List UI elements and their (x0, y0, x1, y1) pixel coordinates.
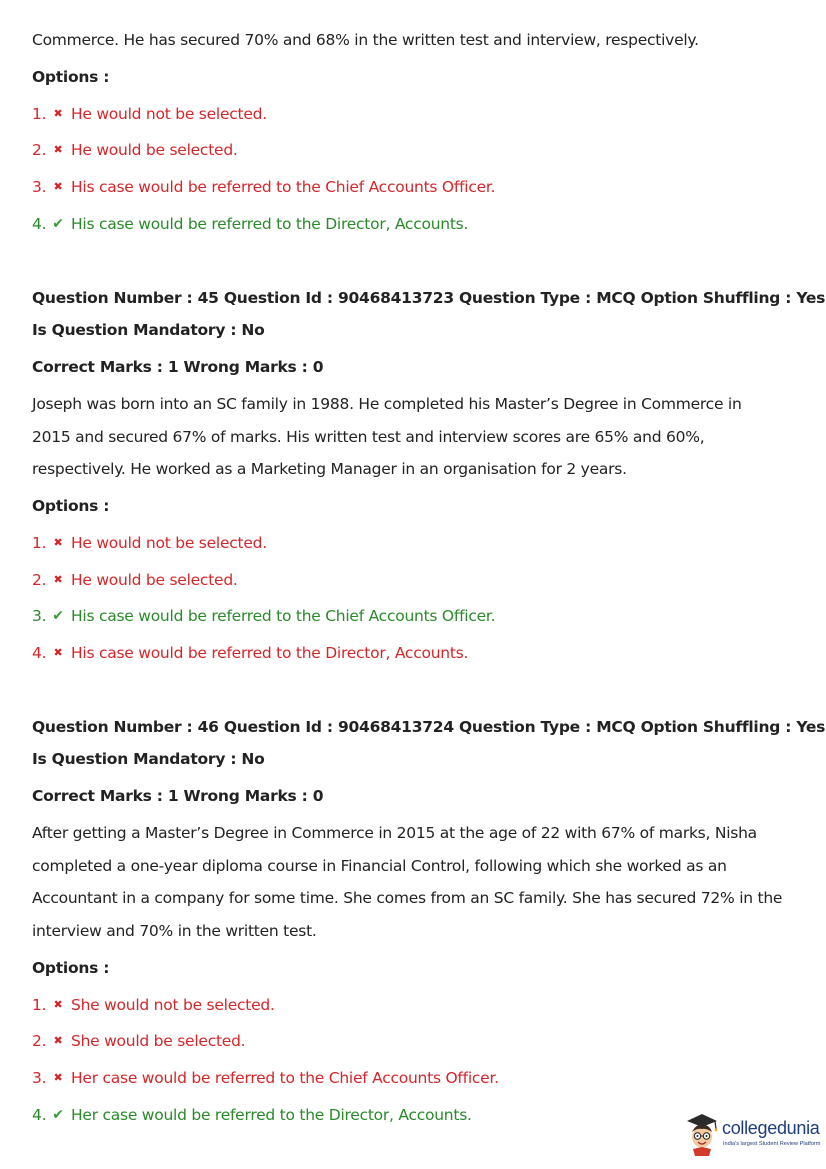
q46-option-2: 2. ✖ She would be selected. (32, 1032, 246, 1050)
intro-option-3: 3. ✖ His case would be referred to the Chief Accounts Officer. (32, 178, 496, 196)
q46-marks: Correct Marks : 1 Wrong Marks : 0 (32, 787, 324, 805)
q45-options-label: Options : (32, 497, 110, 515)
cross-icon: ✖ (53, 536, 63, 549)
q45-body-line: Joseph was born into an SC family in 1988. He completed his Master’s Degree in Commerce in (32, 395, 742, 413)
q45-body-line: 2015 and secured 67% of marks. His written test and interview scores are 65% and 60%, (32, 428, 705, 446)
cross-icon: ✖ (53, 1071, 63, 1084)
intro-text: Commerce. He has secured 70% and 68% in the written test and interview, respectively. (32, 31, 699, 49)
q46-body-line: interview and 70% in the written test. (32, 922, 317, 940)
q45-marks: Correct Marks : 1 Wrong Marks : 0 (32, 358, 324, 376)
q45-mandatory: Is Question Mandatory : No (32, 321, 265, 339)
q46-options-label: Options : (32, 959, 110, 977)
check-icon: ✔ (52, 608, 64, 624)
cross-icon: ✖ (53, 107, 63, 120)
intro-option-2: 2. ✖ He would be selected. (32, 141, 238, 159)
collegedunia-logo (684, 1110, 824, 1160)
check-icon: ✔ (52, 1107, 64, 1123)
cross-icon: ✖ (53, 180, 63, 193)
cross-icon: ✖ (53, 1034, 63, 1047)
q46-body-line: Accountant in a company for some time. She comes from an SC family. She has secured 72% in the (32, 889, 783, 907)
logo-tagline: India's largest Student Review Platform (723, 1141, 821, 1147)
q46-option-1: 1. ✖ She would not be selected. (32, 996, 275, 1014)
intro-option-1: 1. ✖ He would not be selected. (32, 105, 267, 123)
q45-option-4: 4. ✖ His case would be referred to the Director, Accounts. (32, 644, 469, 662)
q46-body-line: After getting a Master’s Degree in Commerce in 2015 at the age of 22 with 67% of marks, Nisha (32, 824, 757, 842)
cross-icon: ✖ (53, 143, 63, 156)
logo-wordmark: collegedunia (722, 1118, 820, 1138)
intro-options-label: Options : (32, 68, 110, 86)
q46-option-4: 4. ✔ Her case would be referred to the Director, Accounts. (32, 1106, 472, 1124)
cross-icon: ✖ (53, 573, 63, 586)
check-icon: ✔ (52, 216, 64, 232)
cross-icon: ✖ (53, 646, 63, 659)
q46-body-line: completed a one-year diploma course in Financial Control, following which she worked as an (32, 857, 727, 875)
q45-option-2: 2. ✖ He would be selected. (32, 571, 238, 589)
intro-option-4: 4. ✔ His case would be referred to the Director, Accounts. (32, 215, 469, 233)
q45-option-3: 3. ✔ His case would be referred to the Chief Accounts Officer. (32, 607, 496, 625)
q45-header: Question Number : 45 Question Id : 90468413723 Question Type : MCQ Option Shuffling : Yes (32, 289, 826, 307)
student-mascot-icon (684, 1112, 720, 1158)
q45-option-1: 1. ✖ He would not be selected. (32, 534, 267, 552)
q46-header: Question Number : 46 Question Id : 90468413724 Question Type : MCQ Option Shuffling : Yes (32, 718, 826, 736)
cross-icon: ✖ (53, 998, 63, 1011)
q46-option-3: 3. ✖ Her case would be referred to the Chief Accounts Officer. (32, 1069, 499, 1087)
q46-mandatory: Is Question Mandatory : No (32, 750, 265, 768)
q45-body-line: respectively. He worked as a Marketing Manager in an organisation for 2 years. (32, 460, 627, 478)
